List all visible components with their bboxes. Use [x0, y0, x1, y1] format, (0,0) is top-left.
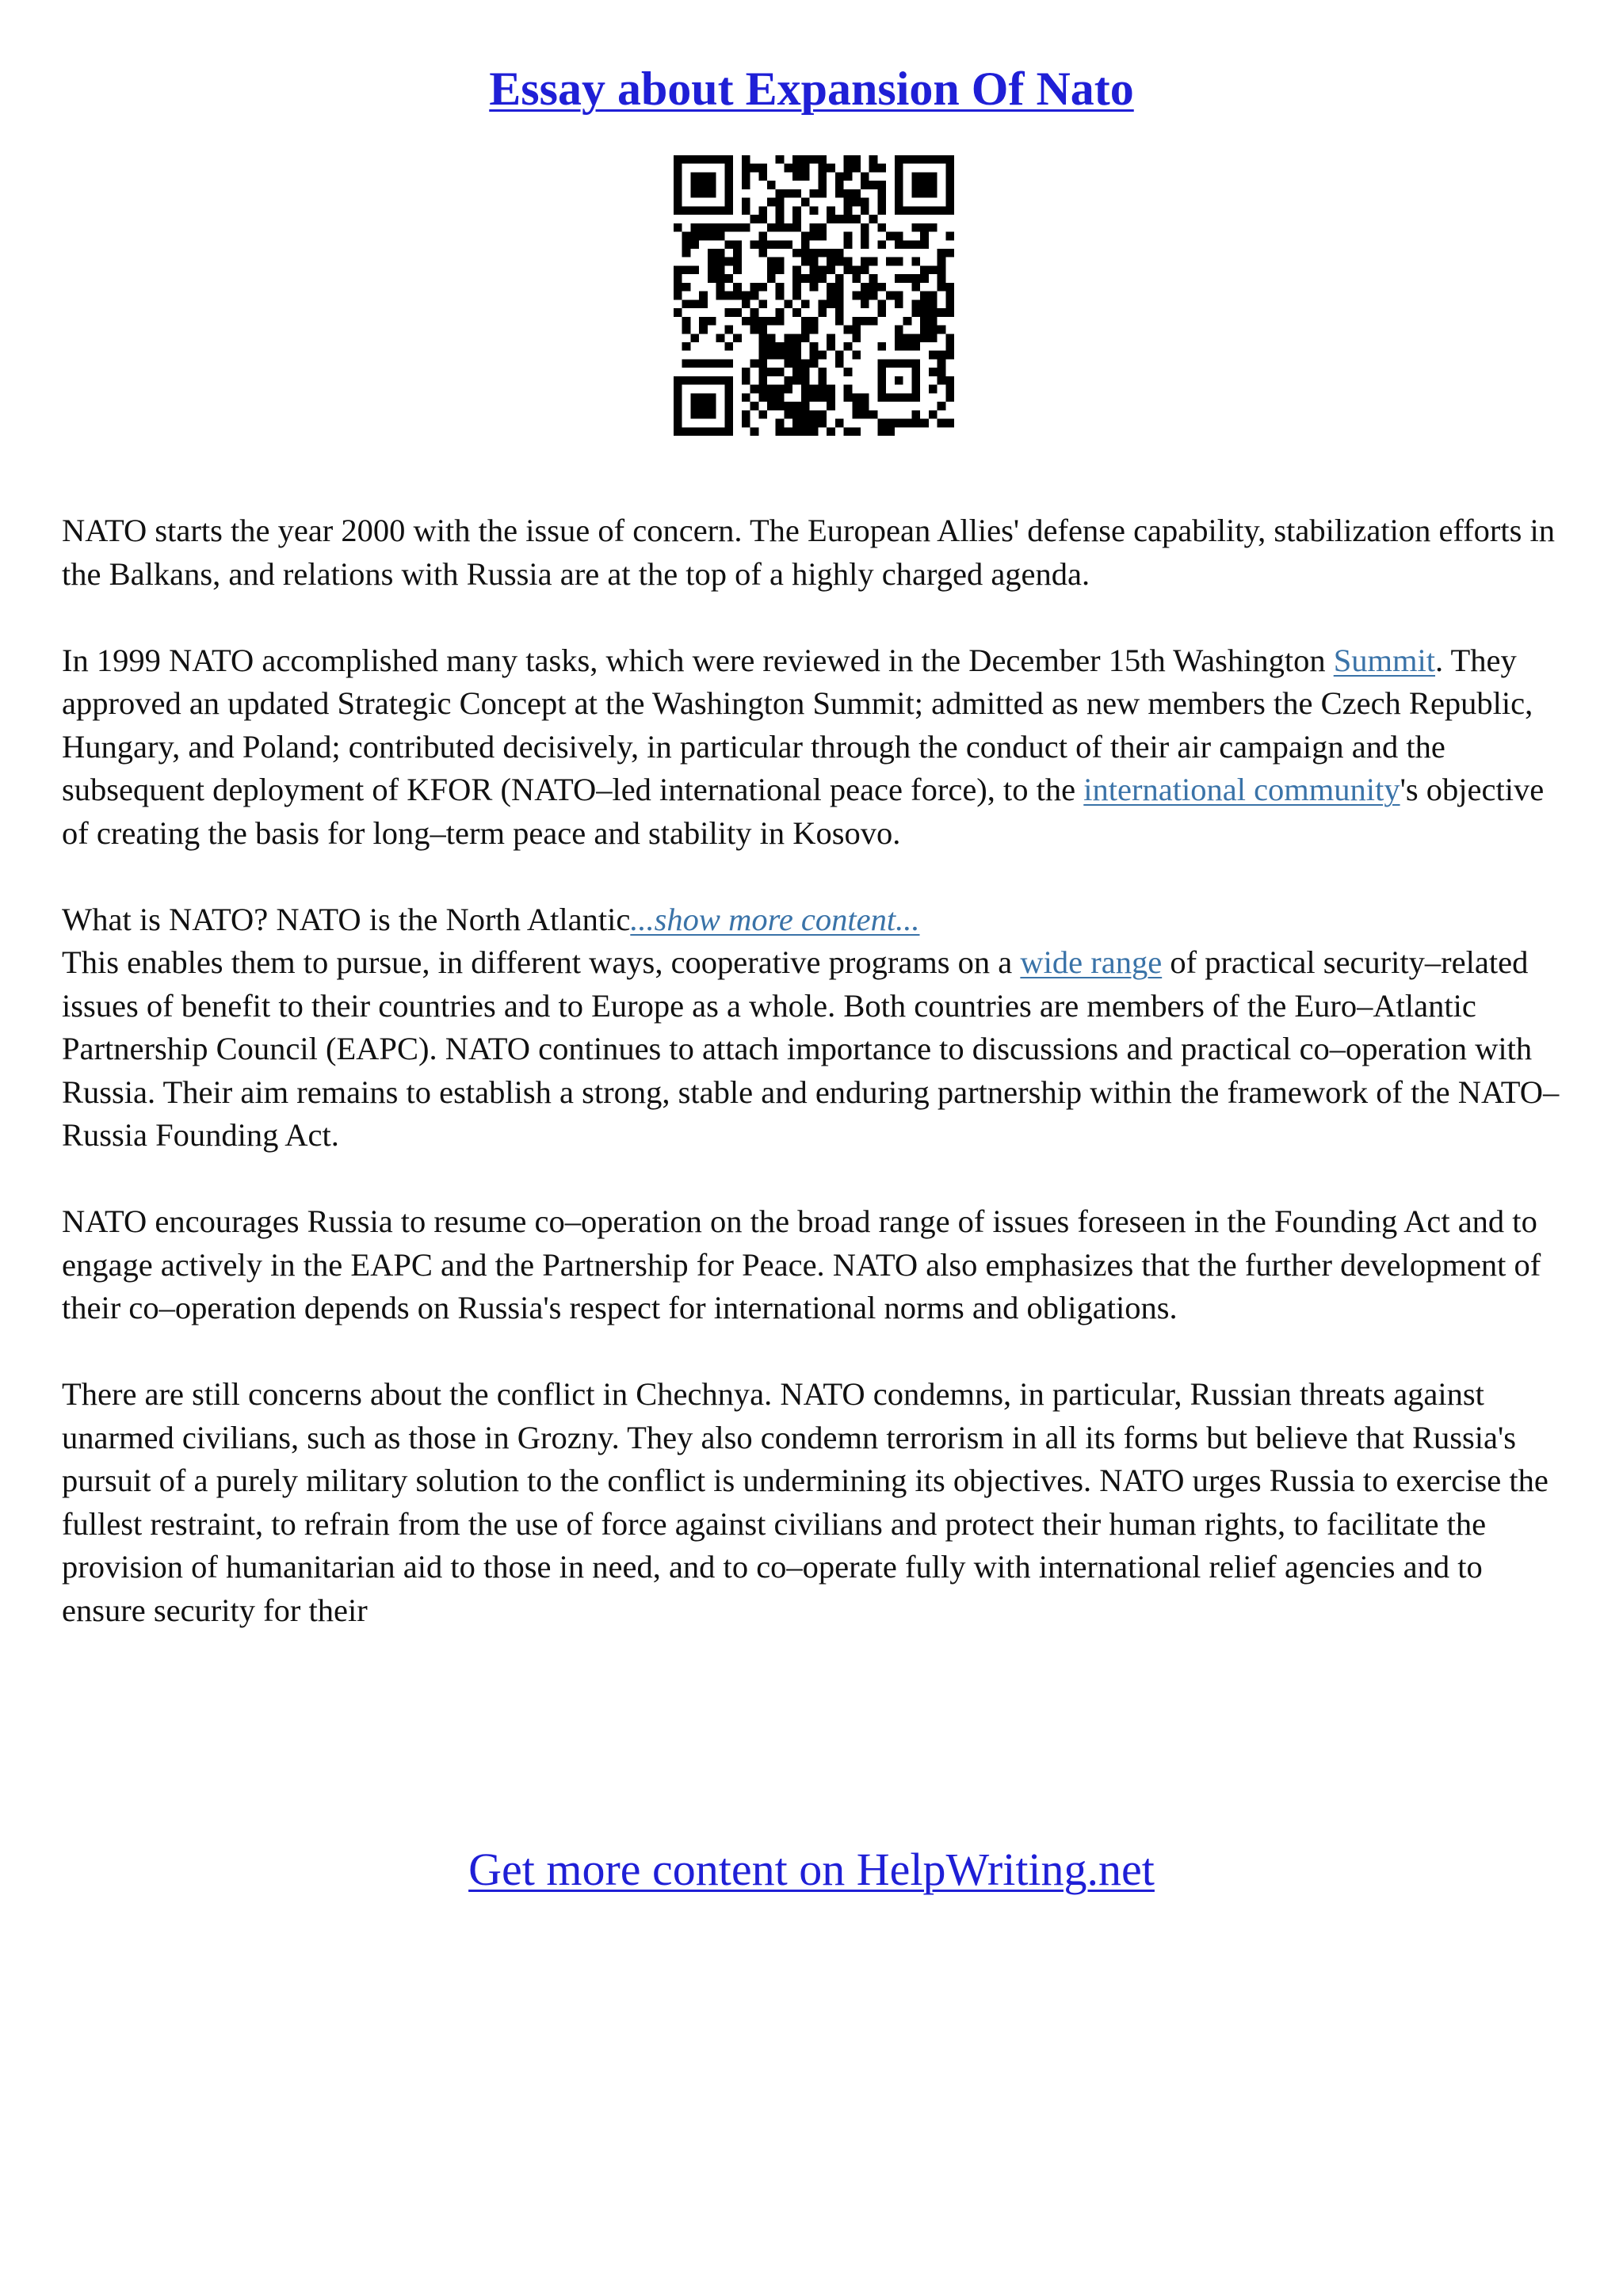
qr-code-icon [674, 155, 954, 436]
show-more-content-link[interactable]: ...show more content... [630, 901, 920, 937]
paragraph-what-is-nato [62, 898, 1568, 942]
paragraph-1999-text-a: In 1999 NATO accomplished many tasks, which were reviewed in the December 15th Washington [62, 642, 1334, 678]
paragraph-intro: NATO starts the year 2000 with the issue of concern. The European Allies' defense capability, stabilization efforts in the Balkans, and relations with Russia are at the top of a highly charged agenda. [62, 513, 1556, 592]
paragraph-cooperation [62, 941, 1568, 1158]
paragraph-russia: NATO encourages Russia to resume co–operation on the broad range of issues foreseen in the Founding Act and to engage actively in the EAPC and the Partnership for Peace. NATO also emphasizes that the further development of their co–operation depends on Russia's respect for international norms and obligations. [62, 1203, 1541, 1325]
summit-link[interactable]: Summit [1333, 642, 1436, 678]
paragraph-cooperation-text-a: This enables them to pursue, in different ways, cooperative programs on a [62, 944, 1021, 980]
paragraph-what-is-nato-text: What is NATO? NATO is the North Atlantic [62, 901, 631, 937]
footer [0, 1840, 1623, 1900]
document-title [0, 57, 1623, 120]
international-community-link[interactable]: international community [1083, 772, 1400, 807]
paragraph-cooperation-text-b: of practical security–related issues of benefit to their countries and to Europe as a whole. Both countries are members of the Euro–Atlantic Partnership Council (EAPC). NATO continues to attach importance to discussions and practical co–operation with Russia. Their aim remains to establish a strong, stable and enduring partnership within the framework of the NATO–Russia Founding Act. [62, 944, 1560, 1153]
get-more-content-link[interactable]: Get more content on HelpWriting.net [468, 1844, 1155, 1895]
paragraph-1999-text-b: . They approved an updated Strategic Concept at the Washington Summit; admitted as new members the Czech Republic, Hungary, and Poland; contributed decisively, in particular through the conduct of their air campaign and the subsequent deployment of KFOR (NATO–led international peace force), to the [62, 642, 1533, 807]
paragraph-1999 [62, 639, 1568, 856]
wide-range-link[interactable]: wide range [1020, 944, 1163, 980]
essay-body [62, 509, 1568, 1676]
paragraph-1999-text-c: 's objective of creating the basis for long–term peace and stability in Kosovo. [62, 772, 1545, 851]
title-link[interactable]: Essay about Expansion Of Nato [489, 63, 1134, 115]
paragraph-chechnya: There are still concerns about the conflict in Chechnya. NATO condemns, in particular, Russian threats against unarmed civilians, such as those in Grozny. They also condemn terrorism in all its forms but believe that Russia's pursuit of a purely military solution to the conflict is undermining its objectives. NATO urges Russia to exercise the fullest restraint, to refrain from the use of force against civilians and protect their human rights, to facilitate the provision of humanitarian aid to those in need, and to co–operate fully with international relief agencies and to ensure security for their [62, 1376, 1549, 1628]
